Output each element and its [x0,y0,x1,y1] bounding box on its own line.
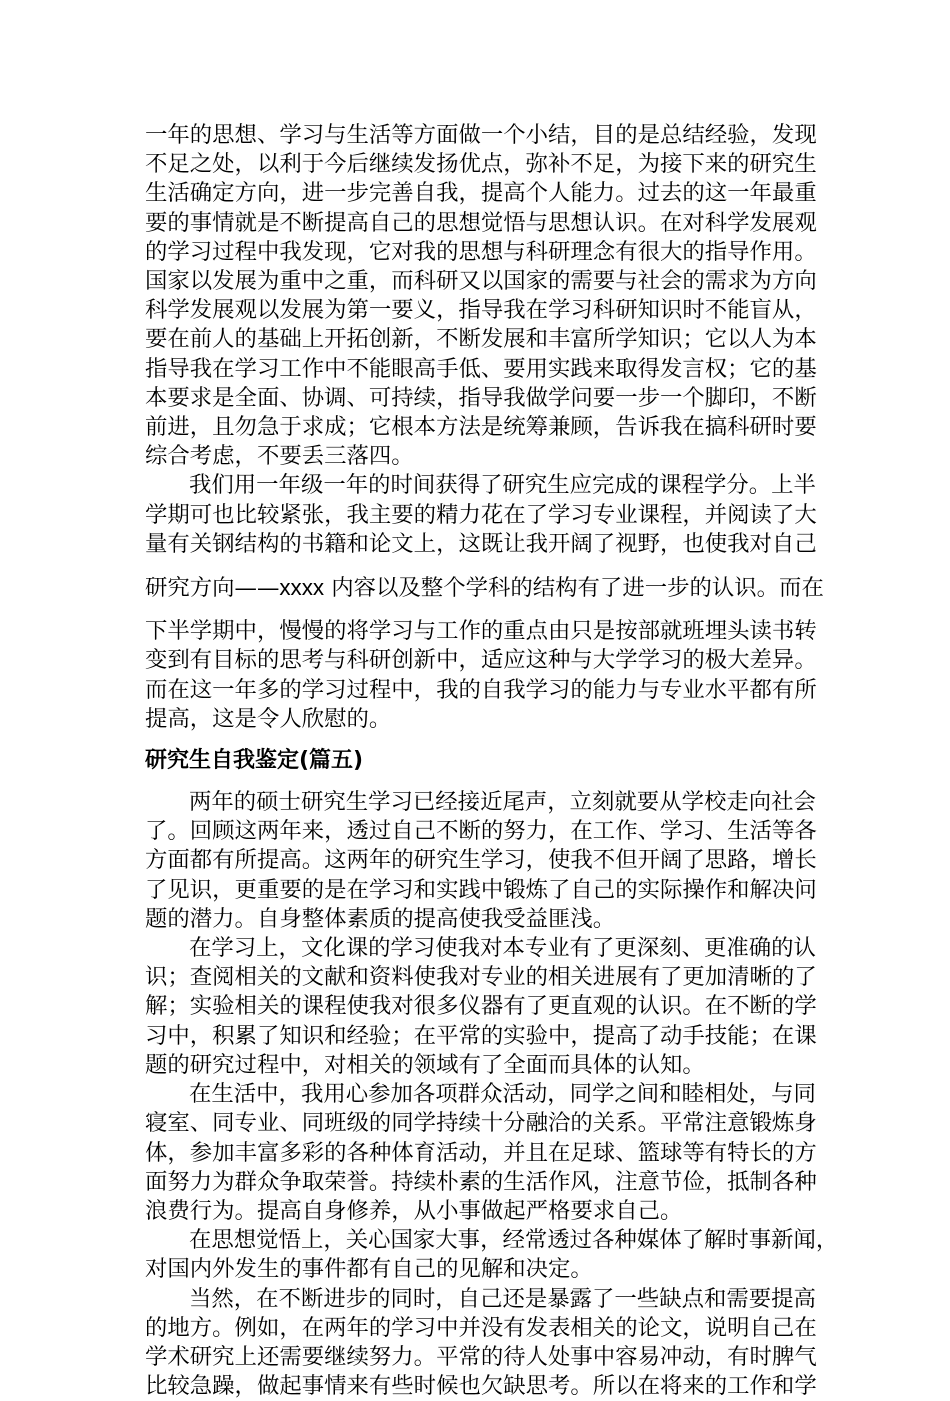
paragraph-3 [145,788,817,934]
text-line: 要的事情就是不断提高自己的思想觉悟与思想认识。在对科学发展观 [145,209,817,236]
paragraph-6 [145,1226,839,1284]
text-line: 在学习上，文化课的学习使我对本专业有了更深刻、更准确的认 [189,935,816,962]
paragraph-2 [145,471,824,734]
text-line: 生活确定方向，进一步完善自我，提高个人能力。过去的这一年最重 [145,180,817,207]
text-line: 不足之处，以利于今后继续发扬优点，弥补不足，为接下来的研究生 [145,151,817,178]
text-line: 当然，在不断进步的同时，自己还是暴露了一些缺点和需要提高 [189,1285,816,1312]
text-line: 综合考虑，不要丢三落四。 [145,443,414,470]
text-line-mixed [145,573,824,603]
text-line: 面努力为群众争取荣誉。持续朴素的生活作风，注意节俭，抵制各种 [145,1168,817,1195]
text-line: 比较急躁，做起事情来有些时候也欠缺思考。所以在将来的工作和学 [145,1373,817,1400]
text-line: 学期可也比较紧张，我主要的精力花在了学习专业课程，并阅读了大 [145,501,817,528]
text-line: 题的潜力。自身整体素质的提高使我受益匪浅。 [145,905,616,932]
text-line: 在生活中，我用心参加各项群众活动，同学之间和睦相处，与同 [189,1081,816,1108]
text-fragment: 研究方向—— [145,575,280,602]
text-line: 习中，积累了知识和经验；在平常的实验中，提高了动手技能；在课 [145,1022,817,1049]
text-line: 浪费行为。提高自身修养，从小事做起严格要求自己。 [145,1197,683,1224]
text-line: 变到有目标的思考与科研创新中，适应这种与大学学习的极大差异。 [145,647,817,674]
text-line: 了见识，更重要的是在学习和实践中锻炼了自己的实际操作和解决问 [145,876,817,903]
text-fragment: 内容以及整个学科的结构有了进一步的认识。而在 [324,575,824,602]
text-line: 科学发展观以发展为第一要义，指导我在学习科研知识时不能盲从， [145,297,817,324]
text-line: 我们用一年级一年的时间获得了研究生应完成的课程学分。上半 [189,472,816,499]
text-line: 方面都有所提高。这两年的研究生学习，使我不但开阔了思路，增长 [145,847,817,874]
document-body [145,121,839,1401]
text-line: 下半学期中，慢慢的将学习与工作的重点由只是按部就班埋头读书转 [145,618,817,645]
text-line: 国家以发展为重中之重，而科研又以国家的需要与社会的需求为方向 [145,268,817,295]
text-line: 两年的硕士研究生学习已经接近尾声，立刻就要从学校走向社会 [189,789,816,816]
text-line: 而在这一年多的学习过程中，我的自我学习的能力与专业水平都有所 [145,676,817,703]
text-line: 体，参加丰富多彩的各种体育活动，并且在足球、篮球等有特长的方 [145,1139,817,1166]
paragraph-1 [145,121,817,471]
text-line: 要在前人的基础上开拓创新，不断发展和丰富所学知识；它以人为本 [145,326,817,353]
text-line: 题的研究过程中，对相关的领域有了全面而具体的认知。 [145,1051,705,1078]
text-line: 指导我在学习工作中不能眼高手低、要用实践来取得发言权；它的基 [145,355,817,382]
text-line: 的地方。例如，在两年的学习中并没有发表相关的论文，说明自己在 [145,1314,817,1341]
placeholder-text: xxxx [279,575,325,601]
text-line: 一年的思想、学习与生活等方面做一个小结，目的是总结经验，发现 [145,122,817,148]
text-line: 了。回顾这两年来，透过自己不断的努力，在工作、学习、生活等各 [145,818,817,845]
text-line: 寝室、同专业、同班级的同学持续十分融洽的关系。平常注意锻炼身 [145,1110,817,1137]
paragraph-4 [145,934,817,1080]
text-line: 识；查阅相关的文献和资料使我对专业的相关进展有了更加清晰的了 [145,964,817,991]
text-line: 提高，这是令人欣慰的。 [145,705,392,732]
text-line: 对国内外发生的事件都有自己的见解和决定。 [145,1256,593,1283]
text-line: 量有关钢结构的书籍和论文上，这既让我开阔了视野，也使我对自己 [145,530,817,557]
text-line: 本要求是全面、协调、可持续，指导我做学问要一步一个脚印，不断 [145,384,817,411]
text-line: 解；实验相关的课程使我对很多仪器有了更直观的认识。在不断的学 [145,993,817,1020]
text-line: 前进，且勿急于求成；它根本方法是统筹兼顾，告诉我在搞科研时要 [145,414,817,441]
text-line: 的学习过程中我发现，它对我的思想与科研理念有很大的指导作用。 [145,238,817,265]
paragraph-5 [145,1080,817,1226]
text-line: 在思想觉悟上，关心国家大事，经常透过各种媒体了解时事新闻， [189,1227,839,1254]
text-line: 学术研究上还需要继续努力。平常的待人处事中容易冲动，有时脾气 [145,1343,817,1370]
paragraph-7 [145,1285,817,1401]
section-heading: 研究生自我鉴定(篇五) [145,748,364,774]
